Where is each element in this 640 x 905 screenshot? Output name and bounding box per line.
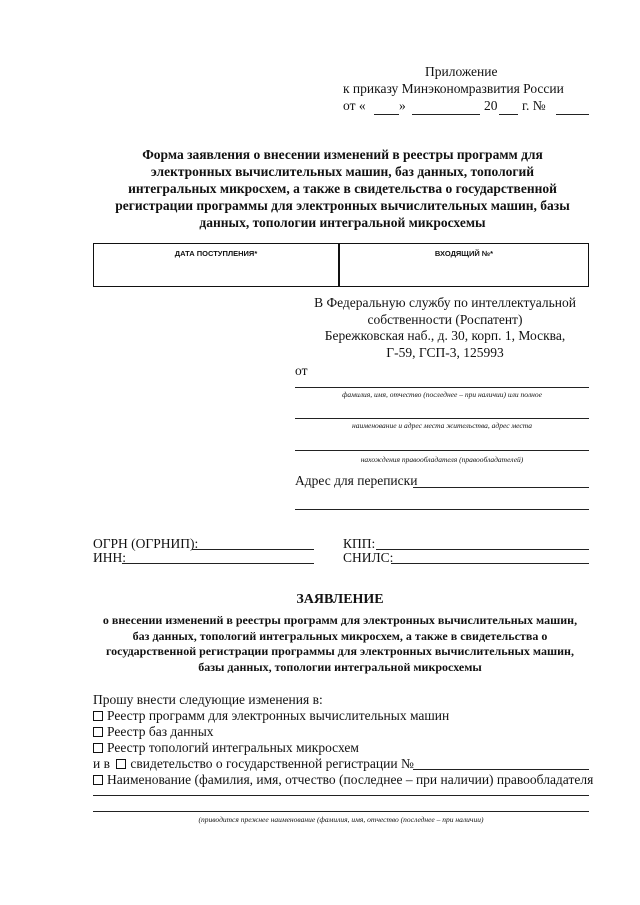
date-suffix: г. № (522, 98, 546, 113)
date-quote-close: » (399, 98, 406, 113)
date-day-line (374, 114, 399, 115)
option-program-registry-label: Реестр программ для электронных вычислительных машин (107, 708, 450, 723)
ogrn-label: ОГРН (ОГРНИП): (93, 536, 199, 551)
option-holder-name-label: Наименование (фамилия, имя, отчество (последнее – при наличии) правообладателя (107, 772, 594, 787)
date-year-line (499, 114, 518, 115)
checkbox-icon[interactable] (93, 711, 103, 721)
checkbox-icon[interactable] (93, 775, 103, 785)
statement-subtitle: о внесении изменений в реестры программ для электронных вычислительных машин, баз данных, топологий интегральных микросхем, а также в свидетельства о государственной регистрации программы для электронных вычислительных машин, базы данных, топологии интегральной микросхемы (102, 613, 578, 674)
ogrn-field[interactable] (192, 549, 314, 550)
addressee-line-1: В Федеральную службу по интеллектуальной (314, 295, 576, 310)
from-line-3[interactable] (295, 450, 589, 451)
certificate-number-field[interactable] (413, 769, 589, 770)
incoming-number-label: ВХОДЯЩИЙ №* (434, 249, 494, 258)
order-number-line (556, 114, 589, 115)
checkbox-icon[interactable] (116, 759, 126, 769)
statement-heading: ЗАЯВЛЕНИЕ (296, 592, 384, 607)
mail-address-label: Адрес для переписки (295, 473, 418, 488)
receipt-box (93, 243, 589, 287)
inn-field[interactable] (122, 563, 314, 564)
mail-address-line-1[interactable] (413, 487, 589, 488)
date-prefix: от « (343, 98, 366, 113)
request-intro: Прошу внести следующие изменения в: (93, 692, 323, 707)
order-date-line (343, 98, 603, 116)
addressee-line-3: Бережковская наб., д. 30, корп. 1, Москва, (324, 328, 566, 343)
from-label: от (295, 363, 308, 378)
previous-name-line-1[interactable] (93, 795, 589, 796)
previous-name-line-2[interactable] (93, 811, 589, 812)
snils-field[interactable] (391, 563, 589, 564)
date-month-line (412, 114, 480, 115)
option-program-registry[interactable] (93, 708, 449, 724)
from-hint-1: фамилия, имя, отчество (последнее – при наличии) или полное (342, 390, 542, 399)
option-database-registry[interactable] (93, 724, 214, 740)
appendix-label: Приложение (425, 64, 498, 79)
option-certificate[interactable] (93, 756, 414, 772)
date-received-label: ДАТА ПОСТУПЛЕНИЯ* (174, 249, 258, 258)
from-hint-3: нахождения правообладателя (правообладателей) (360, 455, 524, 464)
kpp-field[interactable] (376, 549, 589, 550)
inn-label: ИНН: (93, 550, 126, 565)
from-line-1[interactable] (295, 387, 589, 388)
order-reference: к приказу Минэкономразвития России (343, 81, 564, 96)
option-certificate-label: свидетельство о государственной регистрации № (130, 756, 414, 771)
checkbox-icon[interactable] (93, 743, 103, 753)
addressee-block (300, 295, 590, 361)
from-hint-2: наименование и адрес места жительства, адрес места (351, 421, 532, 430)
date-year-prefix: 20 (484, 98, 498, 113)
mail-address-line-2[interactable] (295, 509, 589, 510)
option-topology-registry-label: Реестр топологий интегральных микросхем (107, 740, 359, 755)
checkbox-icon[interactable] (93, 727, 103, 737)
form-title: Форма заявления о внесении изменений в реестры программ для электронных вычислительных машин, баз данных, топологий интегральных микросхем, а также в свидетельства о государственной регистрации программы для электронных вычислительных машин, базы данных, топологии интегральной микросхемы (115, 147, 570, 230)
from-line-2[interactable] (295, 418, 589, 419)
snils-label: СНИЛС: (343, 550, 394, 565)
option-holder-name[interactable] (93, 772, 593, 788)
option-database-registry-label: Реестр баз данных (107, 724, 214, 739)
addressee-line-2: собственности (Роспатент) (367, 311, 523, 327)
kpp-label: КПП: (343, 536, 376, 551)
addressee-line-4: Г-59, ГСП-3, 125993 (386, 344, 504, 360)
previous-name-hint: (приводится прежнее наименование (фамилия, имя, отчество (последнее – при наличии) (198, 815, 484, 824)
option-topology-registry[interactable] (93, 740, 359, 756)
and-in-label: и в (93, 756, 110, 771)
